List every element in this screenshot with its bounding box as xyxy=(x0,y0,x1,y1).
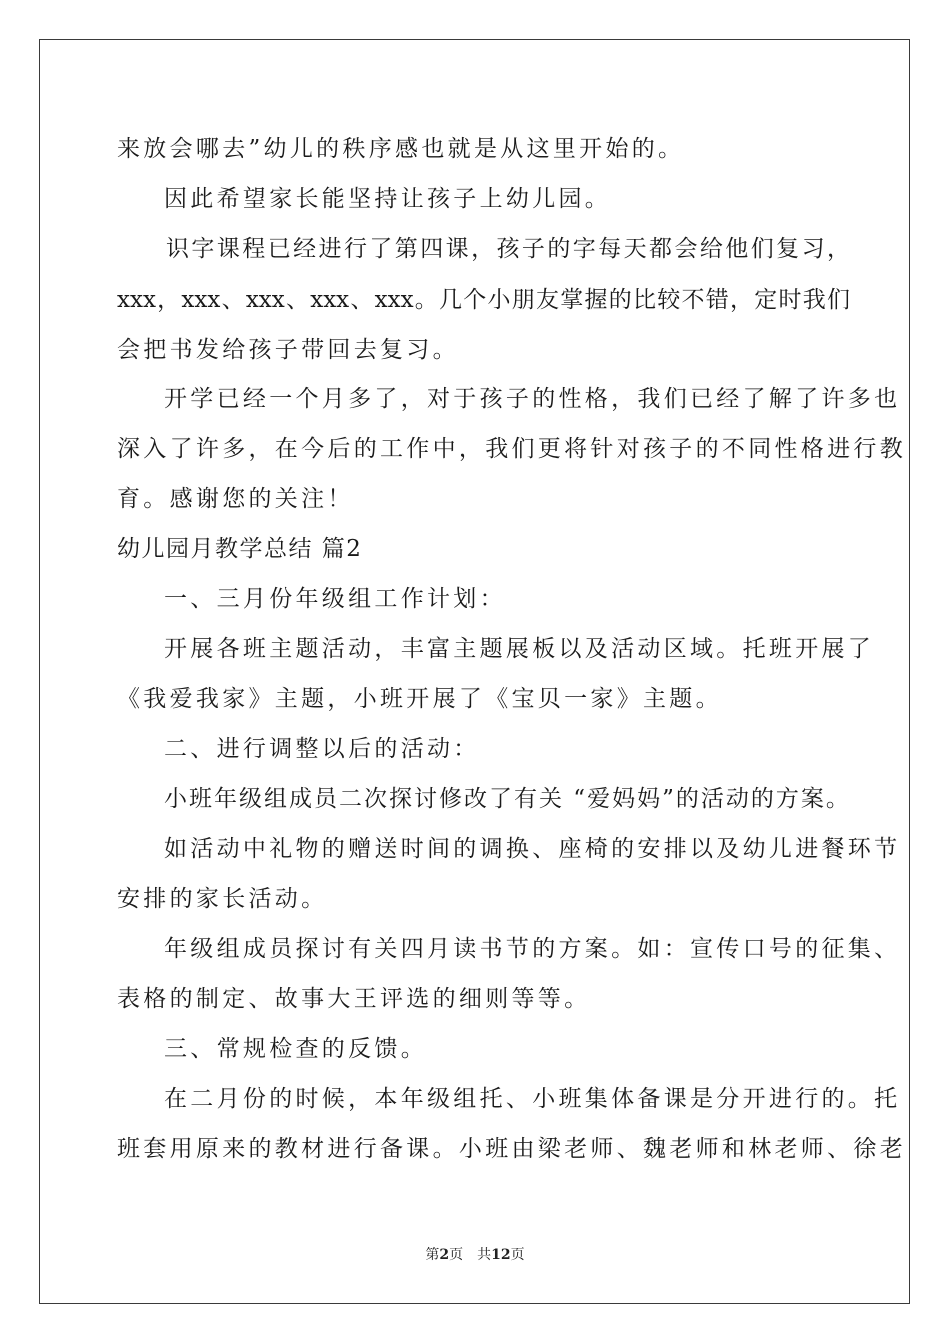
text-line: 年级组成员探讨有关四月读书节的方案。如：宣传口号的征集、 xyxy=(164,936,901,962)
text-line: 班套用原来的教材进行备课。小班由梁老师、魏老师和林老师、徐老 xyxy=(117,1136,906,1162)
section-heading: 幼儿园月教学总结 篇2 xyxy=(117,536,363,562)
footer-total-prefix: 共 xyxy=(477,1247,492,1263)
footer-page-suffix: 页 xyxy=(449,1247,464,1263)
text-line: 二、进行调整以后的活动： xyxy=(164,736,480,762)
footer-page-current: 2 xyxy=(439,1247,450,1263)
text-line: 表格的制定、故事大王评选的细则等等。 xyxy=(117,986,591,1012)
text-line: 如活动中礼物的赠送时间的调换、座椅的安排以及幼儿进餐环节 xyxy=(164,836,901,862)
text-line: 深入了许多，在今后的工作中，我们更将针对孩子的不同性格进行教 xyxy=(117,436,906,462)
text-line: 识字课程已经进行了第四课，孩子的字每天都会给他们复习， xyxy=(166,236,850,262)
text-line: 来放会哪去”幼儿的秩序感也就是从这里开始的。 xyxy=(117,136,685,162)
footer-page-prefix: 第 xyxy=(425,1247,440,1263)
text-line: 因此希望家长能坚持让孩子上幼儿园。 xyxy=(164,186,612,212)
text-line: 会把书发给孩子带回去复习。 xyxy=(117,337,459,363)
text-line: 一、三月份年级组工作计划： xyxy=(164,586,506,612)
text-line: 开学已经一个月多了，对于孩子的性格，我们已经了解了许多也 xyxy=(164,386,901,412)
footer-page-total: 12 xyxy=(491,1247,511,1263)
page-footer xyxy=(0,1246,950,1264)
text-line: 《我爱我家》主题，小班开展了《宝贝一家》主题。 xyxy=(117,686,722,712)
text-line: 育。感谢您的关注！ xyxy=(117,486,354,512)
text-line: 在二月份的时候，本年级组托、小班集体备课是分开进行的。托 xyxy=(164,1086,901,1112)
footer-total-suffix: 页 xyxy=(510,1247,525,1263)
text-line: 开展各班主题活动，丰富主题展板以及活动区域。托班开展了 xyxy=(164,636,875,662)
text-line: xxx，xxx、xxx、xxx、xxx。几个小朋友掌握的比较不错，定时我们 xyxy=(117,287,850,313)
text-line: 安排的家长活动。 xyxy=(117,886,328,912)
page-border xyxy=(39,39,910,1304)
text-line: 三、常规检查的反馈。 xyxy=(164,1036,427,1062)
text-line: 小班年级组成员二次探讨修改了有关 “爱妈妈”的活动的方案。 xyxy=(164,786,851,812)
